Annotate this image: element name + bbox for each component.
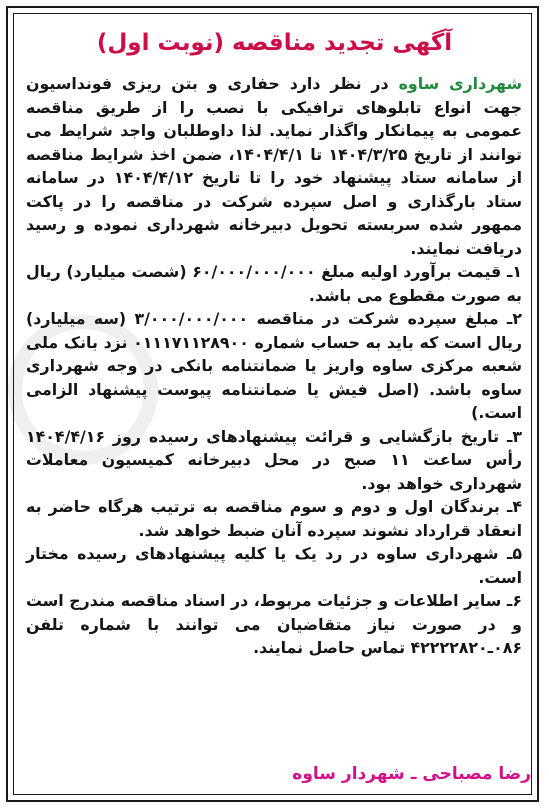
notice-item: ۵ـ شهرداری ساوه در رد یک یا کلیه پیشنهادهای رسیده مختار است. xyxy=(26,544,522,587)
intro-paragraph xyxy=(26,72,522,260)
notice-title: آگهی تجدید مناقصه (نوبت اول) xyxy=(96,30,453,56)
intro-text: در نظر دارد حفاری و بتن ریزی فونداسیون جهت انواع تابلوهای ترافیکی با نصب را از طریق مناقصه عمومی به پیمانکار واگذار نماید. لذا داوطلبان واجد شرایط می توانند از تاریخ ۱۴۰۴/۳/۲۵ تا ۱۴۰۴/۴/۱، ضمن اخذ شرایط مناقصه از سامانه ستاد پیشنهاد خود را تا تاریخ ۱۴۰۴/۴/۱۲ در سامانه ستاد بارگذاری و اصل سپرده شرکت در مناقصه را در پاکت ممهور شده سربسته تحویل دبیرخانه شهرداری نموده و رسید دریافت نمایند. xyxy=(26,74,522,258)
notice-item: ۴ـ برندگان اول و دوم و سوم مناقصه به ترتیب هرگاه حاضر به انعقاد قرارداد نشوند سپرده آنان ضبط خواهد شد. xyxy=(26,497,522,540)
intro-org: شهرداری ساوه xyxy=(398,74,522,93)
notice-item: ۲ـ مبلغ سپرده شرکت در مناقصه ۳/۰۰۰/۰۰۰/۰۰۰ (سه میلیارد) ریال است که باید به حساب شماره ۰۱۱۱۷۱۱۲۸۹۰۰ نزد بانک ملی شعبه مرکزی ساوه واریز یا ضمانتنامه بانکی در وجه شهرداری ساوه باشد. (اصل فیش یا ضمانتنامه پیوست پیشنهاد الزامی است.) xyxy=(26,309,522,422)
signature: رضا مصباحی ـ شهردار ساوه xyxy=(292,764,531,784)
notice-item: ۳ـ تاریخ بازگشایی و قرائت پیشنهادهای رسیده روز ۱۴۰۴/۴/۱۶ رأس ساعت ۱۱ صبح در محل دبیرخانه کمیسیون معاملات شهرداری خواهد بود. xyxy=(26,426,522,493)
notice-item: ۱ـ قیمت برآورد اولیه مبلغ ۶۰/۰۰۰/۰۰۰/۰۰۰ (شصت میلیارد) ریال به صورت مقطوع می باشد. xyxy=(26,262,522,305)
notice-body xyxy=(26,72,522,660)
notice-item: ۶ـ سایر اطلاعات و جزئیات مربوط، در اسناد مناقصه مندرج است و در صورت نیاز متقاضیان می توانند با شماره تلفن ۰۸۶ـ۴۲۲۲۲۸۲۰ تماس حاصل نمایند. xyxy=(26,591,522,657)
